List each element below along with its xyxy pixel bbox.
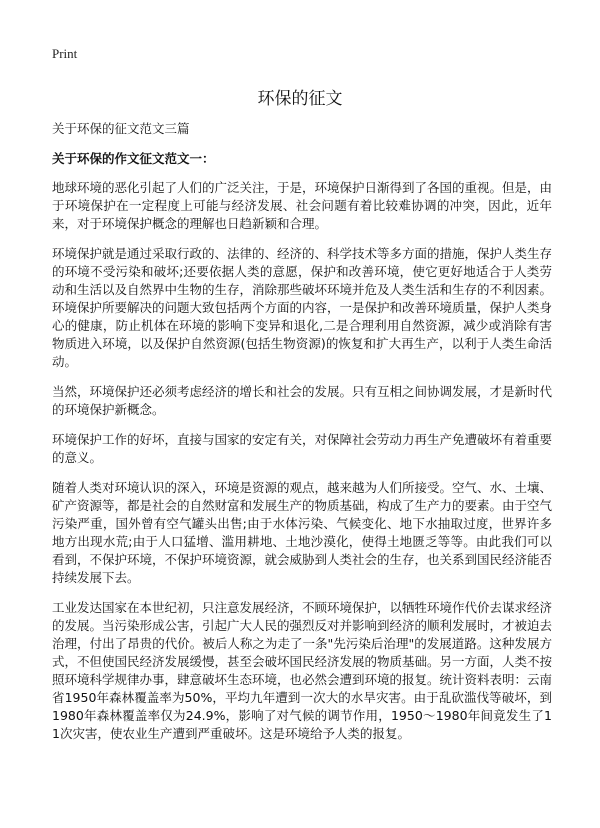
article-body: [52, 120, 552, 755]
print-link[interactable]: Print: [52, 46, 78, 61]
section-heading: 关于环保的作文征文范文一：: [52, 151, 215, 166]
paragraph-3: 当然，环境保护还必须考虑经济的增长和社会的发展。只有互相之间协调发展，才是新时代的环境保护新概念。: [52, 384, 553, 417]
paragraph-4: 环境保护工作的好坏，直接与国家的安定有关，对保障社会劳动力再生产免遭破坏有着重要的意义。: [52, 432, 553, 465]
page-title: 环保的征文: [257, 89, 343, 109]
paragraph-6: 工业发达国家在本世纪初，只注意发展经济，不顾环境保护，以牺牲环境作代价去谋求经济的发展。当污染形成公害，引起广大人民的强烈反对并影响到经济的顺利发展时，才被迫去治理，付出了昂贵的代价。被后人称之为走了一条"先污染后治理"的发展道路。这种发展方式，不但使国民经济发展缓慢，甚至会破坏国民经济发展的物质基础。另一方面，人类不按照环境科学规律办事，肆意破坏生态环境，也必然会遭到环境的报复。统计资料表明：云南省1950年森林覆盖率为50%，平均九年遭到一次大的水旱灾害。由于乱砍滥伐等破坏，到1980年森林覆盖率仅为24.9%，影响了对气候的调节作用，1950～1980年间竟发生了11次灾害，使农业生产遭到严重破坏。这是环境给予人类的报复。: [52, 600, 553, 741]
article-subtitle: 关于环保的征文范文三篇: [52, 121, 190, 136]
paragraph-5: 随着人类对环境认识的深入，环境是资源的观点，越来越为人们所接受。空气、水、土壤、矿产资源等，都是社会的自然财富和发展生产的物质基础，构成了生产力的要素。由于空气污染严重，国外曾有空气罐头出售;由于水体污染、气候变化、地下水抽取过度，世界许多地方出现水荒;由于人口猛增、滥用耕地、土地沙漠化，使得土地匮乏等等。由此我们可以看到，不保护环境，不保护环境资源，就会威胁到人类社会的生存，也关系到国民经济能否持续发展下去。: [52, 480, 553, 585]
paragraph-2: 环境保护就是通过采取行政的、法律的、经济的、科学技术等多方面的措施，保护人类生存的环境不受污染和破坏;还要依据人类的意愿，保护和改善环境，使它更好地适合于人类劳动和生活以及自然界中生物的生存，消除那些破坏环境并危及人类生活和生存的不利因素。环境保护所要解决的问题大致包括两个方面的内容，一是保护和改善环境质量，保护人类身心的健康，防止机体在环境的影响下变异和退化,二是合理利用自然资源，减少或消除有害物质进入环境，以及保护自然资源(包括生物资源)的恢复和扩大再生产，以利于人类生命活动。: [52, 246, 553, 369]
paragraph-1: 地球环境的恶化引起了人们的广泛关注，于是，环境保护日渐得到了各国的重视。但是，由于环境保护在一定程度上可能与经济发展、社会问题有着比较难协调的冲突，因此，近年来，对于环境保护概念的理解也日趋新颖和合理。: [52, 180, 553, 231]
